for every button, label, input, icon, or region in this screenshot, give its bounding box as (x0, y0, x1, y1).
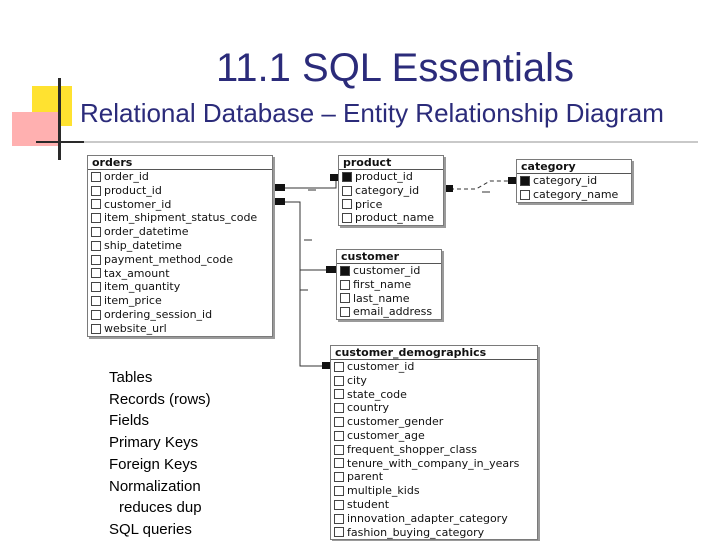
field-row: product_id (88, 184, 272, 198)
field-marker-icon (334, 472, 344, 482)
field-marker-icon (91, 296, 101, 306)
field-row: customer_id (331, 360, 537, 374)
field-row: country (331, 401, 537, 415)
field-marker-icon (340, 280, 350, 290)
field-marker-icon (334, 417, 344, 427)
field-row: category_name (517, 188, 631, 202)
field-marker-icon (91, 255, 101, 265)
field-row: item_price (88, 294, 272, 308)
table-header: orders (88, 156, 272, 170)
concept-list (109, 367, 211, 541)
field-marker-icon (91, 241, 101, 251)
concept-item: SQL queries (109, 520, 192, 538)
field-marker-icon (334, 500, 344, 510)
field-row: product_name (339, 211, 443, 225)
field-row: item_quantity (88, 280, 272, 294)
field-marker-icon (91, 324, 101, 334)
field-marker-icon (520, 190, 530, 200)
field-row: ship_datetime (88, 239, 272, 253)
field-marker-icon (334, 527, 344, 537)
field-row: category_id (517, 174, 631, 188)
field-marker-icon (334, 458, 344, 468)
field-marker-icon (340, 293, 350, 303)
field-row: first_name (337, 278, 441, 292)
table-header: product (339, 156, 443, 170)
field-marker-icon (334, 445, 344, 455)
field-row: frequent_shopper_class (331, 443, 537, 457)
field-marker-icon (334, 389, 344, 399)
field-row: city (331, 374, 537, 388)
table-customer-demographics (330, 345, 538, 540)
concept-item: Fields (109, 412, 150, 430)
field-row: payment_method_code (88, 253, 272, 267)
concept-item: reduces dup (119, 499, 202, 517)
concept-item: Primary Keys (109, 434, 199, 452)
table-header: category (517, 160, 631, 174)
field-marker-icon (91, 282, 101, 292)
field-row: state_code (331, 388, 537, 402)
concept-item: Records (rows) (109, 390, 211, 408)
primary-key-icon (342, 172, 352, 182)
field-marker-icon (334, 362, 344, 372)
slide-title: 11.1 SQL Essentials (216, 46, 574, 90)
primary-key-icon (340, 266, 350, 276)
field-row: multiple_kids (331, 484, 537, 498)
field-row: item_shipment_status_code (88, 211, 272, 225)
field-marker-icon (342, 213, 352, 223)
field-row: product_id (339, 170, 443, 184)
table-product (338, 155, 444, 226)
concept-item: Tables (109, 369, 153, 386)
field-row: tenure_with_company_in_years (331, 457, 537, 471)
table-category (516, 159, 632, 203)
concept-item: Normalization (109, 477, 201, 495)
table-header: customer_demographics (331, 346, 537, 360)
field-marker-icon (91, 213, 101, 223)
link-product-category (443, 181, 515, 189)
field-row: website_url (88, 322, 272, 336)
field-row: category_id (339, 184, 443, 198)
field-row: tax_amount (88, 267, 272, 281)
field-row: price (339, 198, 443, 212)
field-marker-icon (342, 186, 352, 196)
field-row: innovation_adapter_category (331, 512, 537, 526)
field-marker-icon (91, 186, 101, 196)
field-row: customer_age (331, 429, 537, 443)
field-marker-icon (91, 268, 101, 278)
field-marker-icon (334, 431, 344, 441)
field-marker-icon (334, 514, 344, 524)
field-row: ordering_session_id (88, 308, 272, 322)
field-row: customer_id (88, 198, 272, 212)
field-marker-icon (334, 403, 344, 413)
field-row: last_name (337, 292, 441, 306)
link-orders-customer (275, 202, 336, 270)
table-orders (87, 155, 273, 337)
slide-subtitle: Relational Database – Entity Relationship Diagram (80, 98, 664, 128)
field-row: order_id (88, 170, 272, 184)
table-customer (336, 249, 442, 320)
primary-key-icon (520, 176, 530, 186)
field-marker-icon (342, 199, 352, 209)
field-marker-icon (91, 172, 101, 182)
field-marker-icon (334, 486, 344, 496)
field-marker-icon (91, 227, 101, 237)
field-marker-icon (91, 310, 101, 320)
link-orders-demographics (300, 270, 330, 366)
field-row: customer_id (337, 264, 441, 278)
field-row: order_datetime (88, 225, 272, 239)
field-row: fashion_buying_category (331, 526, 537, 540)
field-row: student (331, 498, 537, 512)
field-row: customer_gender (331, 415, 537, 429)
field-marker-icon (334, 376, 344, 386)
field-row: email_address (337, 305, 441, 319)
table-header: customer (337, 250, 441, 264)
field-marker-icon (91, 199, 101, 209)
field-marker-icon (340, 307, 350, 317)
concept-item: Foreign Keys (109, 455, 198, 473)
field-row: parent (331, 470, 537, 484)
